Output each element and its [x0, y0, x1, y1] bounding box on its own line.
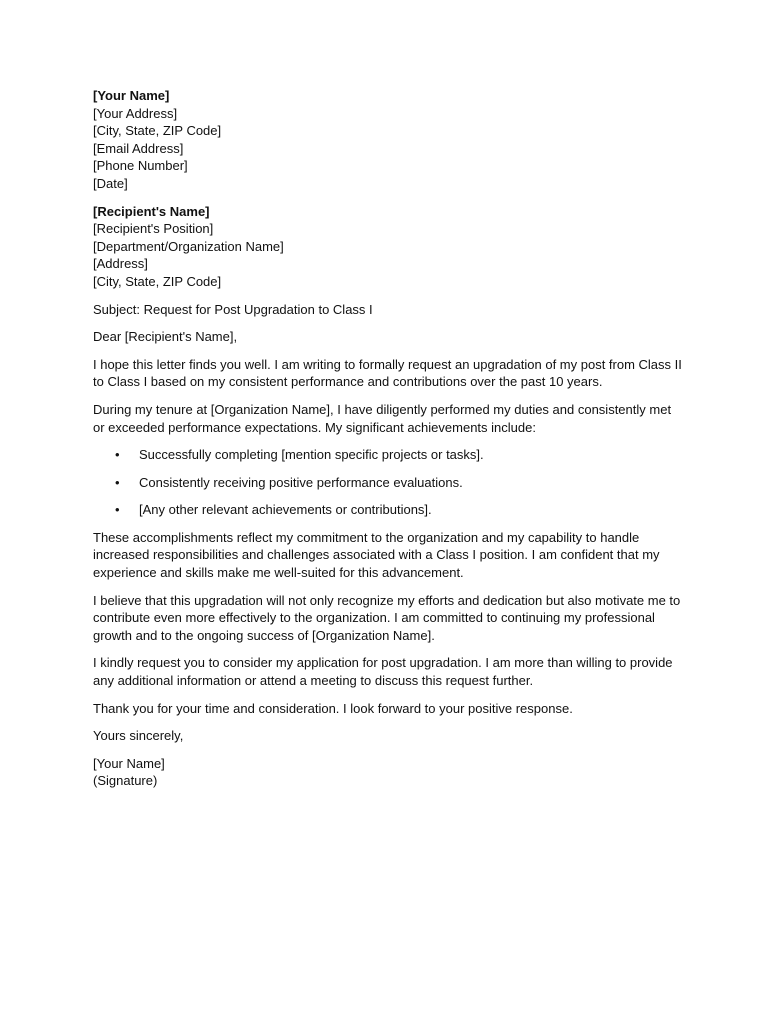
- salutation: Dear [Recipient's Name],: [93, 329, 238, 345]
- list-item: [93, 474, 683, 492]
- sender-email: [Email Address]: [93, 140, 184, 156]
- bullet-icon: •: [115, 474, 120, 490]
- subject-line: Subject: Request for Post Upgradation to Class I: [93, 301, 373, 317]
- signoff-name: [Your Name]: [93, 755, 165, 771]
- sender-name: [Your Name]: [93, 88, 170, 103]
- bullet-icon: •: [115, 502, 120, 518]
- recipient-address: [Address]: [93, 256, 148, 272]
- belief-paragraph: I believe that this upgradation will not only recognize my efforts and dedication but also motivate me to contribute even more effectively to the organization. I am committed to continuing my professional growth and to the ongoing success of [Organization Name].: [93, 592, 681, 643]
- signoff-signature: (Signature): [93, 773, 158, 789]
- sender-date: [Date]: [93, 175, 128, 191]
- sender-phone: [Phone Number]: [93, 158, 188, 174]
- sender-city-state-zip: [City, State, ZIP Code]: [93, 123, 222, 139]
- recipient-city-state-zip: [City, State, ZIP Code]: [93, 273, 222, 289]
- list-item: [93, 446, 683, 464]
- thanks-paragraph: Thank you for your time and consideration. I look forward to your positive response.: [93, 700, 573, 716]
- recipient-name: [Recipient's Name]: [93, 203, 210, 219]
- letter-page: [93, 87, 683, 790]
- achievement-text: Successfully completing [mention specific projects or tasks].: [139, 447, 484, 463]
- intro-paragraph: I hope this letter finds you well. I am writing to formally request an upgradation of my post from Class II to Class I based on my consistent performance and contributions over the past 10 years.: [93, 356, 682, 390]
- recipient-block: [93, 203, 683, 291]
- signoff-block: [93, 755, 683, 790]
- bullet-icon: •: [115, 447, 120, 463]
- list-item: [93, 501, 683, 519]
- recipient-department: [Department/Organization Name]: [93, 238, 284, 254]
- accomplishments-paragraph: These accomplishments reflect my commitment to the organization and my capability to handle increased responsibilities and challenges associated with a Class I position. I am confident that my experience and skills make me well-suited for this advancement.: [93, 529, 660, 581]
- tenure-paragraph: During my tenure at [Organization Name], I have diligently performed my duties and consistently met or exceeded performance expectations. My significant achievements include:: [93, 401, 672, 435]
- spacer: [93, 193, 683, 203]
- sender-block: [93, 87, 683, 193]
- achievements-list: [93, 446, 683, 519]
- recipient-position: [Recipient's Position]: [93, 221, 214, 237]
- request-paragraph: I kindly request you to consider my application for post upgradation. I am more than willing to provide any additional information or attend a meeting to discuss this request further.: [93, 655, 673, 689]
- spacer: [93, 291, 683, 301]
- achievement-text: [Any other relevant achievements or contributions].: [139, 502, 432, 518]
- closing-line: Yours sincerely,: [93, 728, 184, 744]
- sender-address: [Your Address]: [93, 105, 178, 121]
- achievement-text: Consistently receiving positive performance evaluations.: [139, 474, 463, 490]
